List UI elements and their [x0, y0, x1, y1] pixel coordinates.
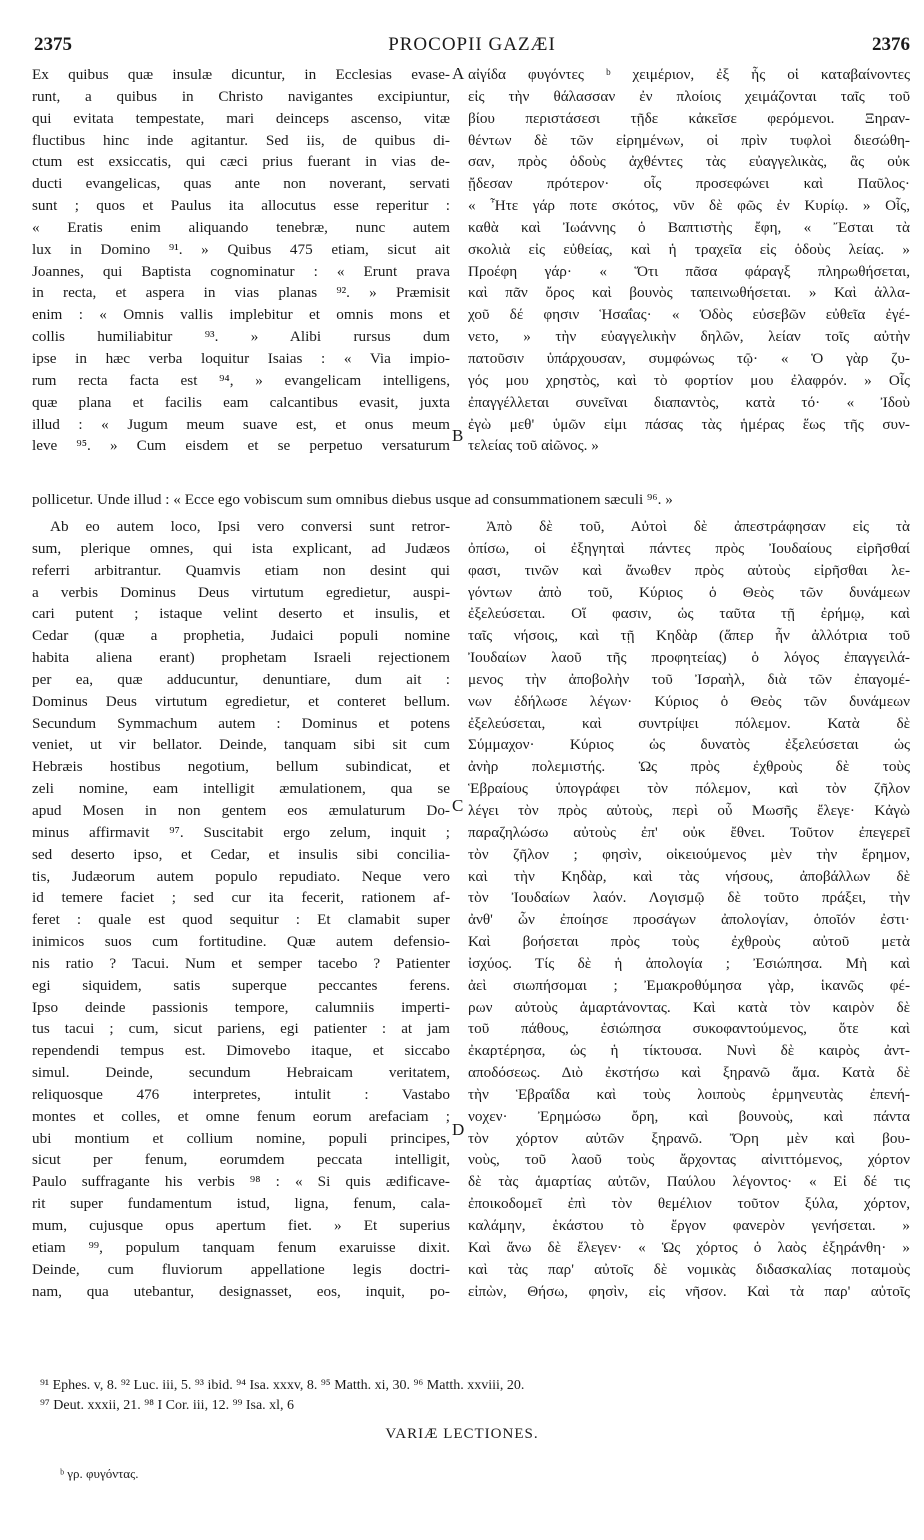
- text-line: καὶ τὰς παρ' αὐτοῖς δὲ νομικὰς διδασκαλίας ποταμοὺς: [468, 1260, 910, 1278]
- text-line: εἰς τὴν θάλασσαν ἐν πλοίοις χειμάζονται ταῖς τοῦ: [468, 87, 910, 105]
- running-title: PROCOPII GAZÆI: [388, 34, 556, 55]
- text-line: Hebræis hostibus negotium, bellum subindicat, et: [32, 758, 450, 776]
- text-line: habita aliena erant) prophetam Israeli rejectionem: [32, 649, 450, 667]
- text-line: μενος τὴν ἀποβολὴν τοῦ Ἰσραὴλ, διὰ τῶν ἐπαγομέ-: [468, 670, 910, 688]
- text-line: νων ἐδήλωσε λέγων· Κύριος ὁ Θεὸς τῶν δυνάμεων: [468, 692, 910, 710]
- text-line: a verbis Dominus Deus virtutum egredietur, auspi-: [32, 583, 450, 601]
- text-line: tis, Judæorum autem populo repudiato. Neque vero: [32, 867, 450, 885]
- page-number-left: 2375: [34, 34, 72, 55]
- text-line: ταῖς νήσοις, καὶ τῇ Κηδὰρ (ἅπερ ἦν ἀλλότρια τοῦ: [468, 627, 910, 645]
- text-line: Paulo suffragante his verbis ⁹⁸ : « Si quis ædificave-: [32, 1173, 450, 1191]
- text-line: Secundum Symmachum autem : Dominus et potens: [32, 714, 450, 732]
- section-mark-c: C: [452, 796, 464, 815]
- text-line: καὶ τὴν Κηδὰρ, καὶ τὰς νήσους, ἀποβάλλων δὲ: [468, 867, 910, 885]
- text-line: minus affirmavit ⁹⁷. Suscitabit ergo zelum, inquit ;: [32, 823, 450, 841]
- text-line: γόντων ἀπὸ τοῦ, Κύριος ὁ Θεὸς τῶν δυνάμεων: [468, 583, 910, 601]
- text-line: καλάμην, ἑκάστου τὸ ἔργον φανερὸν γενήσεται. »: [468, 1217, 910, 1234]
- variae-lectiones-title: VARIÆ LECTIONES.: [385, 1426, 539, 1442]
- text-line: quæ plana et facilis eam calcantibus evasit, juxta: [32, 393, 450, 411]
- footnote-line-1: ⁹¹ Ephes. v, 8. ⁹² Luc. iii, 5. ⁹³ ibid. ⁹⁴ Isa. xxxv, 8. ⁹⁵ Matth. xi, 30. ⁹⁶ Matth. xxviii, 20.: [40, 1378, 525, 1393]
- page-number-right: 2376: [872, 34, 910, 55]
- text-line: τοῦ πάθους, ἐσιώπησα συκοφαντούμενος, ὅτε καὶ: [468, 1020, 910, 1038]
- text-line: δὲ τὰς ἁμαρτίας αὐτῶν, Παύλου λέγοντος· « Εἰ δέ τις: [468, 1173, 910, 1191]
- text-line: illud : « Jugum meum suave est, et onus meum: [32, 415, 450, 433]
- text-line: Ἀπὸ δὲ τοῦ, Αὐτοὶ δὲ ἀπεστράφησαν εἰς τὰ: [486, 518, 910, 535]
- latin-column-top: [32, 64, 450, 457]
- text-line: πατοῦσιν ὑπάρχουσαν, συμφώνως τῷ· « Ὁ γὰρ ζυ-: [468, 349, 910, 367]
- text-line: collis humiliabitur ⁹³. » Alibi rursus dum: [32, 328, 450, 346]
- text-line: veniet, ut vir bellator. Deinde, tanquam sibi sit cum: [32, 736, 450, 754]
- text-line: χοῦ δέ φησιν Ἡσαΐας· « Ὁδὸς εὐσεβῶν εὐθεῖα ἐγέ-: [468, 306, 910, 324]
- text-line: τὸν χόρτον αὐτῶν ξηρανῶ. Ὄρη μὲν καὶ βου-: [468, 1129, 910, 1147]
- text-line: Dominus Deus virtutum egredietur, et conteret bellum.: [32, 692, 450, 710]
- text-line: enim : « Omnis vallis implebitur et omnis mons et: [32, 306, 450, 324]
- text-line: καθὰ καὶ Ἰωάννης ὁ Βαπτιστὴς ἔφη, « Ἔσται τὰ: [468, 218, 910, 236]
- page-header: [34, 34, 910, 64]
- text-line: rependendi tempus est. Dimovebo itaque, et siccabo: [32, 1042, 450, 1060]
- text-line: ρων αὐτοὺς ἁμαρτάνοντας. Καὶ κατὰ τὸν καιρὸν δὲ: [468, 998, 910, 1016]
- text-line: τὸν Ἰουδαίων λαόν. Λογισμῷ δὲ τοῦτο πράξει, τὴν: [468, 889, 910, 907]
- text-line: γός μου χρηστὸς, καὶ τὸ φορτίον μου ἐλαφρόν. » Οἷς: [468, 371, 910, 389]
- text-line: ipse in hæc verba loquitur Isaias : « Via impio-: [32, 349, 450, 367]
- spanning-line: pollicetur. Unde illud : « Ecce ego vobiscum sum omnibus diebus usque ad consummationem sæculi ⁹⁶. »: [32, 491, 673, 508]
- text-line: ctum est exsiccatis, qui cæci prius fuerant in vias de-: [32, 153, 450, 171]
- text-line: ἐξελεύσεται. Οἵ φασιν, ὡς ταῦτα τῇ ἐρήμῳ, καὶ: [468, 605, 910, 623]
- text-line: ἐγὼ μεθ' ὑμῶν εἰμι πάσας τὰς ἡμέρας ἕως τῆς συν-: [468, 415, 910, 433]
- text-line: αἰγίδα φυγόντες ᵇ χειμέριον, ἐξ ἧς οἱ καταβαίνοντες: [468, 66, 910, 83]
- text-line: sunt ; quos et Paulus ita allocutus esse reperitur :: [32, 197, 450, 215]
- text-line: σαν, πρὸς ὁδοὺς ἀχθέντες τὰς εὐαγγελικὰς, ἃς οὐκ: [468, 153, 910, 171]
- text-line: ἀνθ' ὧν ἐποίησε προσάγων ἀπολογίαν, ὁποῖόν ἐστι·: [468, 911, 910, 929]
- text-line: sum, plerique omnes, qui ista explicant, ad Judæos: [32, 539, 450, 557]
- text-line: ἐξελεύσεται, καὶ συντρίψει πόλεμον. Κατὰ δὲ: [468, 714, 910, 732]
- text-line: zeli nomine, eam intelligit æmulationem, qua se: [32, 780, 450, 798]
- greek-column-top: [468, 64, 910, 457]
- text-line: τὴν Ἑβραΐδα καὶ τοὺς λοιποὺς ἑρμηνευτὰς ἐπενή-: [468, 1085, 910, 1103]
- text-line: νετο, » τὴν εὐαγγελικὴν δηλῶν, λείαν τοῖς αὐτὴν: [468, 328, 910, 346]
- text-line: runt, a quibus in Christo navigantes excipiuntur,: [32, 87, 450, 105]
- text-line: in recta, et aspera in vias planas ⁹². » Præmisit: [32, 284, 450, 302]
- text-line: Καὶ βοήσεται πρὸς τοὺς ἐχθροὺς αὐτοῦ μετὰ: [468, 933, 910, 951]
- text-line: Ex quibus quæ insulæ dicuntur, in Ecclesias evase-: [32, 66, 450, 83]
- text-line: reliquosque 476 interpretes, intulit : Vastabo: [32, 1085, 450, 1103]
- text-line: παραζηλώσω αὐτοὺς ἐπ' οὐκ ἔθνει. Τοῦτον ἐπεγερεῖ: [468, 823, 910, 841]
- text-line: ἐποικοδομεῖ ἐπὶ τὸν θεμέλιον τοῦτον ξύλα, χόρτον,: [468, 1195, 910, 1213]
- text-line: apud Mosen in non gentem eos æmulaturum Do-: [32, 801, 450, 819]
- text-line: « Ἦτε γάρ ποτε σκότος, νῦν δὲ φῶς ἐν Κυρίῳ. » Οἷς,: [468, 197, 910, 215]
- text-line: ἐπαγγέλλεται συνεῖναι διαπαντὸς, κατὰ τό· « Ἰδοὺ: [468, 393, 910, 411]
- greek-column-bottom: [468, 516, 910, 1302]
- text-line: etiam ⁹⁹, populum tanquam fenum exaruisse dixit.: [32, 1238, 450, 1256]
- text-line: βίου περιστάσεσι τῇδε κἀκεῖσε φερόμενοι. Ξηραν-: [468, 109, 910, 127]
- footnote-line-2: ⁹⁷ Deut. xxxii, 21. ⁹⁸ I Cor. iii, 12. ⁹⁹ Isa. xl, 6: [40, 1398, 295, 1413]
- text-line: per ea, quæ adducuntur, denuntiare, dum ait :: [32, 670, 450, 688]
- text-line: montes et colles, et omne fenum eorum arefaciam ;: [32, 1107, 450, 1125]
- text-line: ᾔδεσαν πρότερον· οἷς προσεφώνει καὶ Παῦλος·: [468, 175, 910, 193]
- text-line: σκολιὰ εἰς εὐθείας, καὶ ἡ τραχεῖα εἰς ὁδοὺς λείας. »: [468, 240, 910, 258]
- text-line: τὸν ζῆλον ; φησὶν, οἰκειούμενος μὲν τὴν ἔρημον,: [468, 845, 910, 863]
- text-line: καὶ πᾶν ὄρος καὶ βουνὸς ταπεινωθήσεται. » Καὶ ἀλλα-: [468, 284, 910, 302]
- text-line: feret : quale est quod sequitur : Et clamabit super: [32, 911, 450, 929]
- text-line: egi siquidem, satis superque peccantes ferens.: [32, 976, 450, 994]
- variae-lectiones-note: ᵇ γρ. φυγόντας.: [60, 1466, 139, 1481]
- latin-column-bottom: [32, 516, 450, 1302]
- text-line: Joannes, qui Baptista cognominatur : « Erunt prava: [32, 262, 450, 280]
- section-mark-a: A: [452, 64, 465, 83]
- text-line: ἀνὴρ πολεμιστής. Ὡς πρὸς ἐχθροὺς δὲ τοὺς: [468, 758, 910, 776]
- text-line: Deinde, cum fluviorum appellatione legis doctri-: [32, 1260, 450, 1278]
- text-line: τελείας τοῦ αἰῶνος. »: [468, 437, 599, 455]
- text-line: « Eratis enim aliquando tenebræ, nunc autem: [32, 218, 450, 236]
- text-line: mum, cujusque opus apertum fiet. » Et superius: [32, 1217, 450, 1234]
- text-line: rum recta facta est ⁹⁴, » evangelicam intelligens,: [32, 371, 450, 389]
- text-line: rit super fundamentum istud, ligna, fenum, cala-: [32, 1195, 450, 1213]
- text-line: fluctibus hinc inde agitantur. Sed iis, de quibus di-: [32, 131, 450, 149]
- text-line: lux in Domino ⁹¹. » Quibus 475 etiam, sicut ait: [32, 240, 450, 258]
- text-line: sicut per fenum, eorumdem peccata intelligit,: [32, 1151, 450, 1169]
- text-line: Cedar (quæ a prophetia, Judaici populi nomine: [32, 627, 450, 645]
- section-mark-d: D: [452, 1120, 465, 1139]
- text-line: nam, qua utebantur, designasset, eos, inquit, po-: [32, 1282, 450, 1300]
- text-line: sed deserto ipso, et Cedar, et insulis sibi concilia-: [32, 845, 450, 863]
- text-line: Σύμμαχον· Κύριος ὡς δυνατὸς ἐξελεύσεται ὡς: [468, 736, 910, 754]
- text-line: simul. Deinde, secundum Hebraicam veritatem,: [32, 1064, 450, 1082]
- text-line: Ab eo autem loco, Ipsi vero conversi sunt retror-: [50, 518, 450, 535]
- text-line: φασι, τινῶν καὶ ἄνωθεν πρὸς αὐτοὺς εἰρῆσθαι λε-: [468, 561, 910, 579]
- text-line: inimicos suos cum fortitudine. Quæ autem defensio-: [32, 933, 450, 951]
- text-line: id temere faciet ; sed cur ita fecerit, rationem af-: [32, 889, 450, 907]
- text-line: referri arbitrantur. Quamvis etiam non desint qui: [32, 561, 450, 579]
- section-mark-b: B: [452, 426, 464, 445]
- text-line: ducti evangelicas, quas ante non noverant, servati: [32, 175, 450, 193]
- text-line: cari putent ; istaque velint deserto et insulis, et: [32, 605, 450, 623]
- text-line: leve ⁹⁵. » Cum eisdem et se perpetuo versaturum: [32, 437, 450, 455]
- text-line: θέντων δὲ τῶν εἰρημένων, οἱ πρὶν τυφλοὶ διεσώθη-: [468, 131, 910, 149]
- text-line: Προέφη γάρ· « Ὅτι πᾶσα φάραγξ πληρωθήσεται,: [468, 262, 910, 280]
- text-line: Καὶ ἄνω δὲ ἔλεγεν· « Ὡς χόρτος ὁ λαὸς ἐξηράνθη· »: [468, 1238, 910, 1256]
- text-line: Ἰουδαίων λαοῦ τῆς προφητείας) ὁ λόγος ἐπαγγειλά-: [468, 649, 910, 667]
- text-line: Ipso deinde passionis tempore, calumniis imperti-: [32, 998, 450, 1016]
- text-line: qui evitata tempestate, mari deinceps ascenso, vitæ: [32, 109, 450, 127]
- text-line: ἰσχύος. Τίς δὲ ἡ ἀπολογία ; Ἐσιώπησα. Μὴ καὶ: [468, 954, 910, 972]
- text-line: νοὺς, τοῦ λαοῦ τοὺς ἄρχοντας αἰνιττόμενος, χόρτον: [468, 1151, 910, 1169]
- text-line: nis ratio ? Tacui. Num et semper tacebo ? Patienter: [32, 954, 450, 972]
- text-line: νοχεν· Ἐρημώσω ὄρη, καὶ βουνοὺς, καὶ πάντα: [468, 1107, 910, 1125]
- text-line: ubi montium et collium nomine, populi principes,: [32, 1129, 450, 1147]
- text-line: εἰπὼν, Θήσω, φησὶν, εἰς νῆσον. Καὶ τὰ παρ' αὐτοῖς: [468, 1282, 910, 1300]
- text-line: tus tacui ; cum, sicut pariens, egi patienter : at jam: [32, 1020, 450, 1038]
- text-line: Ἑβραίους ὑπογράφει τὸν πόλεμον, καὶ τὸν ζῆλον: [468, 780, 910, 798]
- text-line: ἀεὶ σιωπήσομαι ; Ἐμακροθύμησα γὰρ, ἱκανῶς φέ-: [468, 976, 910, 994]
- text-line: ἐκαρτέρησα, ὡς ἡ τίκτουσα. Νυνὶ δὲ καιρὸς ἀντ-: [468, 1042, 910, 1060]
- text-line: λέγει τὸν πρὸς αὐτοὺς, περὶ οὗ Μωσῆς ἔλεγε· Κἀγὼ: [468, 801, 910, 819]
- text-line: ὀπίσω, οἱ ἐξηγηταὶ πάντες πρὸς Ἰουδαίους εἰρῆσθαί: [468, 539, 910, 557]
- text-line: αποδόσεως. Διὸ ἐκστήσω καὶ ξηρανῶ ἅμα. Κατὰ δὲ: [468, 1064, 910, 1082]
